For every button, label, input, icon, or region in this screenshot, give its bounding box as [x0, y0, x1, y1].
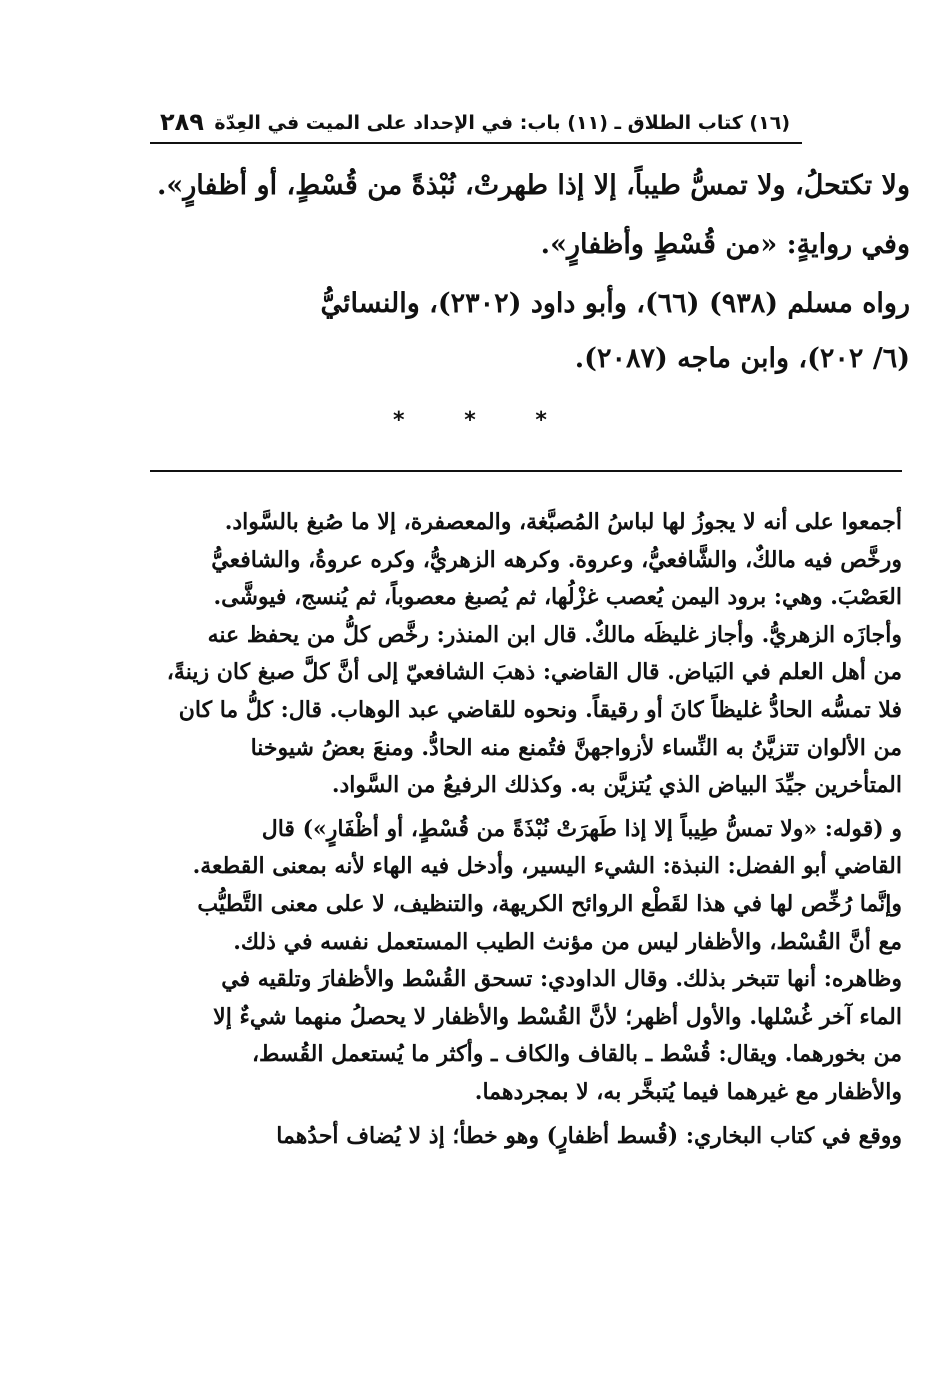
commentary-line: الماء آخر غُسْلها. والأول أظهر؛ لأنَّ القُسْط والأظفار لا يحصلُ منهما شيءٌ إلا	[213, 1003, 902, 1030]
page-number: ٢٨٩	[160, 108, 204, 136]
hadith-line: ولا تكتحلُ، ولا تمسُّ طيباً، إلا إذا طهرتْ، نُبْذةً من قُسْطٍ، أو أظفارٍ».	[156, 170, 910, 201]
commentary-text	[148, 504, 902, 1155]
commentary-line: المتأخرين جيِّدَ البياض الذي يُتزيَّن به. وكذلك الرفيعُ من السَّواد.	[331, 772, 902, 799]
commentary-rule	[150, 470, 902, 472]
commentary-line: ووقع في كتاب البخاري: (قُسط أظفارٍ) وهو خطأ؛ إذ لا يُضاف أحدُهما	[276, 1122, 902, 1149]
commentary-line: من أهل العلم في البَياض. قال القاضي: ذهبَ الشافعيّ إلى أنَّ كلَّ صبغ كان زينةً،	[166, 659, 902, 686]
running-header	[150, 108, 790, 144]
section-separator	[0, 408, 940, 433]
commentary-line: من الألوان تتزيَّنُ به النِّساء لأزواجهنَّ فتُمنع منه الحادُّ. ومنعَ بعضُ شيوخنا	[250, 734, 902, 761]
commentary-line: فلا تمسُّه الحادُّ غليظاً كانَ أو رقيقاً. ونحوه للقاضي عبد الوهاب. قال: كلُّ ما كان	[178, 696, 902, 723]
chapter-title: (١٦) كتاب الطلاق ـ (١١) باب: في الإحداد على الميت في العِدّة	[214, 112, 790, 134]
commentary-line: القاضي أبو الفضل: النبذة: الشيء اليسير، وأدخل فيه الهاء لأنه بمعنى القطعة.	[192, 853, 902, 880]
header-rule	[150, 142, 802, 144]
hadith-line: وفي روايةٍ: «من قُسْطٍ وأظفارٍ».	[540, 229, 910, 260]
hadith-line: (٦/ ٢٠٢)، وابن ماجه (٢٠٨٧).	[574, 343, 910, 374]
commentary-line: مع أنَّ القُسْط، والأظفار ليس من مؤنث الطيب المستعمل نفسه في ذلك.	[233, 928, 902, 955]
commentary-line: أجمعوا على أنه لا يجوزُ لها لباسُ المُصبَّغة، والمعصفرة، إلا ما صُبغ بالسَّواد.	[224, 509, 902, 535]
separator-star: *	[535, 408, 547, 433]
commentary-line: العَصْبَ. وهي: برود اليمن يُعصب غزْلُها، ثم يُصبغ معصوباً، ثم يُنسج، فيوشَّى.	[213, 584, 902, 611]
separator-star: *	[393, 408, 405, 433]
commentary-line: وإنَّما رُخِّص لها في هذا لقَطْع الروائح الكريهة، والتنظيف، لا على معنى التَّطيُّب	[197, 890, 902, 917]
commentary-line: من بخورهما. ويقال: قُسْط ـ بالقاف والكاف ـ وأكثر ما يُستعمل القُسط،	[251, 1041, 902, 1068]
commentary-line: وظاهره: أنها تتبخر بذلك. وقال الداودي: تسحق القُسْط والأظفارَ وتلقيه في	[221, 966, 902, 993]
commentary-line: وأجازَه الزهريُّ. وأجاز غليظَه مالكٌ. قال ابن المنذر: رخَّص كلُّ من يحفظ عنه	[207, 621, 902, 648]
commentary-line: و (قوله: «ولا تمسُّ طِيباً إلا إذا طَهرَتْ نُبْذَةً من قُسْطٍ، أو أظْفَارٍ») قال	[261, 815, 902, 842]
hadith-text	[150, 168, 910, 396]
hadith-line: رواه مسلم (٩٣٨) (٦٦)، وأبو داود (٢٣٠٢)، والنسائيُّ	[320, 288, 910, 319]
commentary-line: والأظفار مع غيرهما فيما يُتبخَّر به، لا بمجردهما.	[474, 1078, 902, 1105]
separator-star: *	[464, 408, 476, 433]
commentary-line: ورخَّص فيه مالكٌ، والشَّافعيُّ، وعروة. وكرهه الزهريُّ، وكره عروةُ، والشافعيُّ	[211, 546, 902, 573]
